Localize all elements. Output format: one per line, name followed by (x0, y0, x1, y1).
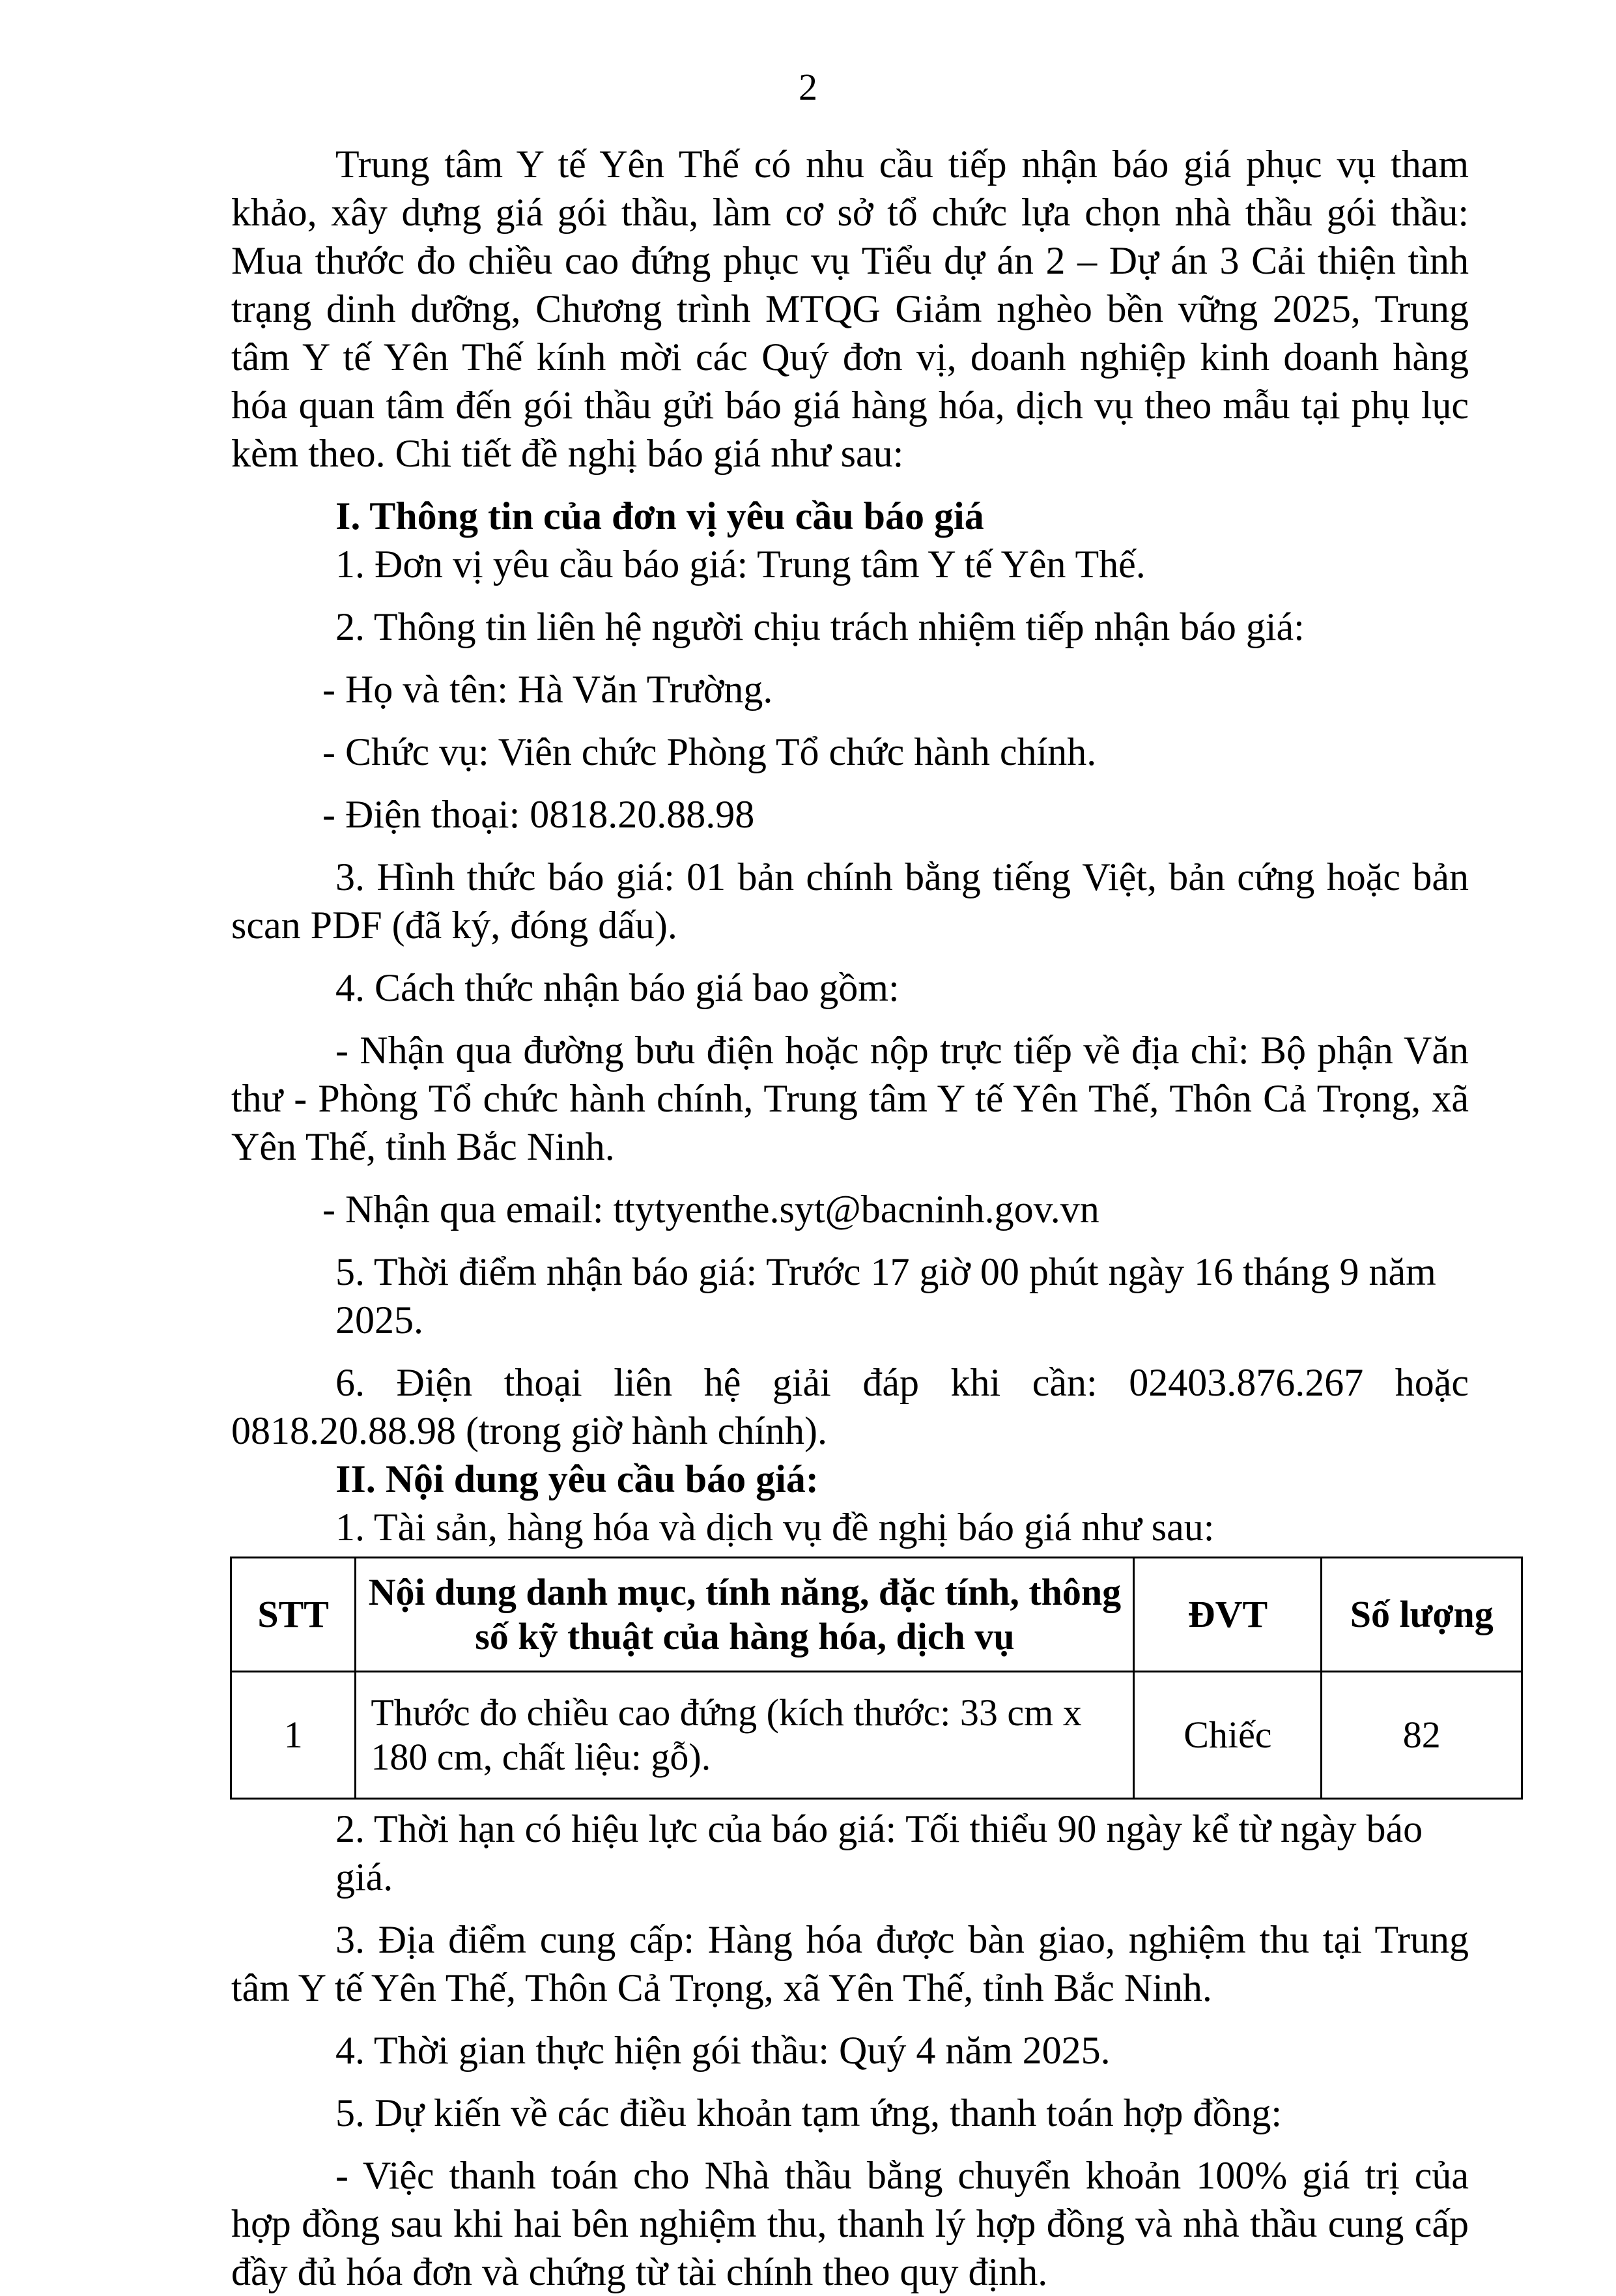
s1-item-3: 3. Hình thức báo giá: 01 bản chính bằng tiếng Việt, bản cứng hoặc bản scan PDF (đã ký, đóng dấu). (231, 855, 1469, 947)
header-content: Nội dung danh mục, tính năng, đặc tính, thông số kỹ thuật của hàng hóa, dịch vụ (356, 1558, 1134, 1672)
section-2-heading: II. Nội dung yêu cầu báo giá: (335, 1457, 819, 1500)
cell-unit: Chiếc (1134, 1672, 1322, 1799)
s2-item-5: 5. Dự kiến về các điều khoản tạm ứng, thanh toán hợp đồng: (335, 2091, 1283, 2134)
contact-phone: - Điện thoại: 0818.20.88.98 (322, 793, 755, 836)
section-1-heading: I. Thông tin của đơn vị yêu cầu báo giá (335, 495, 984, 538)
cell-qty: 82 (1322, 1672, 1522, 1799)
header-unit: ĐVT (1134, 1558, 1322, 1672)
s1-item-4: 4. Cách thức nhận báo giá bao gồm: (335, 966, 900, 1009)
s2-item-2: 2. Thời hạn có hiệu lực của báo giá: Tối thiểu 90 ngày kể từ ngày báo giá. (335, 1807, 1423, 1899)
table-header-row (231, 1558, 1522, 1672)
s1-item-6: 6. Điện thoại liên hệ giải đáp khi cần: 02403.876.267 hoặc 0818.20.88.98 (trong giờ hành chính). (231, 1361, 1469, 1452)
s1-item-4-post: - Nhận qua đường bưu điện hoặc nộp trực tiếp về địa chỉ: Bộ phận Văn thư - Phòng Tổ chức hành chính, Trung tâm Y tế Yên Thế, Thôn Cả Trọng, xã Yên Thế, tỉnh Bắc Ninh. (231, 1029, 1469, 1168)
s1-item-2: 2. Thông tin liên hệ người chịu trách nhiệm tiếp nhận báo giá: (335, 605, 1305, 648)
s2-item-4: 4. Thời gian thực hiện gói thầu: Quý 4 năm 2025. (335, 2029, 1111, 2072)
s1-item-1: 1. Đơn vị yêu cầu báo giá: Trung tâm Y tế Yên Thế. (335, 543, 1146, 586)
cell-content: Thước đo chiều cao đứng (kích thước: 33 cm x 180 cm, chất liệu: gỗ). (356, 1672, 1134, 1799)
intro-paragraph: Trung tâm Y tế Yên Thế có nhu cầu tiếp nhận báo giá phục vụ tham khảo, xây dựng giá gói thầu, làm cơ sở tổ chức lựa chọn nhà thầu gói thầu: Mua thước đo chiều cao đứng phục vụ Tiểu dự án 2 – Dự án 3 Cải thiện tình trạng dinh dưỡng, Chương trình MTQG Giảm nghèo bền vững 2025, Trung tâm Y tế Yên Thế kính mời các Quý đơn vị, doanh nghiệp kinh doanh hàng hóa quan tâm đến gói thầu gửi báo giá hàng hóa, dịch vụ theo mẫu tại phụ lục kèm theo. Chi tiết đề nghị báo giá như sau: (231, 143, 1469, 475)
s2-item-5-detail: - Việc thanh toán cho Nhà thầu bằng chuyển khoản 100% giá trị của hợp đồng sau khi hai bên nghiệm thu, thanh lý hợp đồng và nhà thầu cung cấp đầy đủ hóa đơn và chứng từ tài chính theo quy định. (231, 2154, 1469, 2293)
s1-item-5: 5. Thời điểm nhận báo giá: Trước 17 giờ 00 phút ngày 16 tháng 9 năm 2025. (335, 1250, 1436, 1342)
s2-item-1: 1. Tài sản, hàng hóa và dịch vụ đề nghị báo giá như sau: (335, 1506, 1215, 1549)
page-number: 2 (799, 66, 817, 108)
s1-item-4-email: - Nhận qua email: ttytyenthe.syt@bacninh.gov.vn (322, 1188, 1099, 1231)
document-body (231, 140, 1494, 2296)
contact-position: - Chức vụ: Viên chức Phòng Tổ chức hành chính. (322, 730, 1097, 773)
header-qty: Số lượng (1322, 1558, 1522, 1672)
s2-item-3: 3. Địa điểm cung cấp: Hàng hóa được bàn giao, nghiệm thu tại Trung tâm Y tế Yên Thế, Thôn Cả Trọng, xã Yên Thế, tỉnh Bắc Ninh. (231, 1918, 1469, 2009)
cell-stt: 1 (231, 1672, 356, 1799)
table-row (231, 1672, 1522, 1799)
header-stt: STT (231, 1558, 356, 1672)
goods-table (230, 1557, 1523, 1800)
contact-name: - Họ và tên: Hà Văn Trường. (322, 668, 773, 711)
